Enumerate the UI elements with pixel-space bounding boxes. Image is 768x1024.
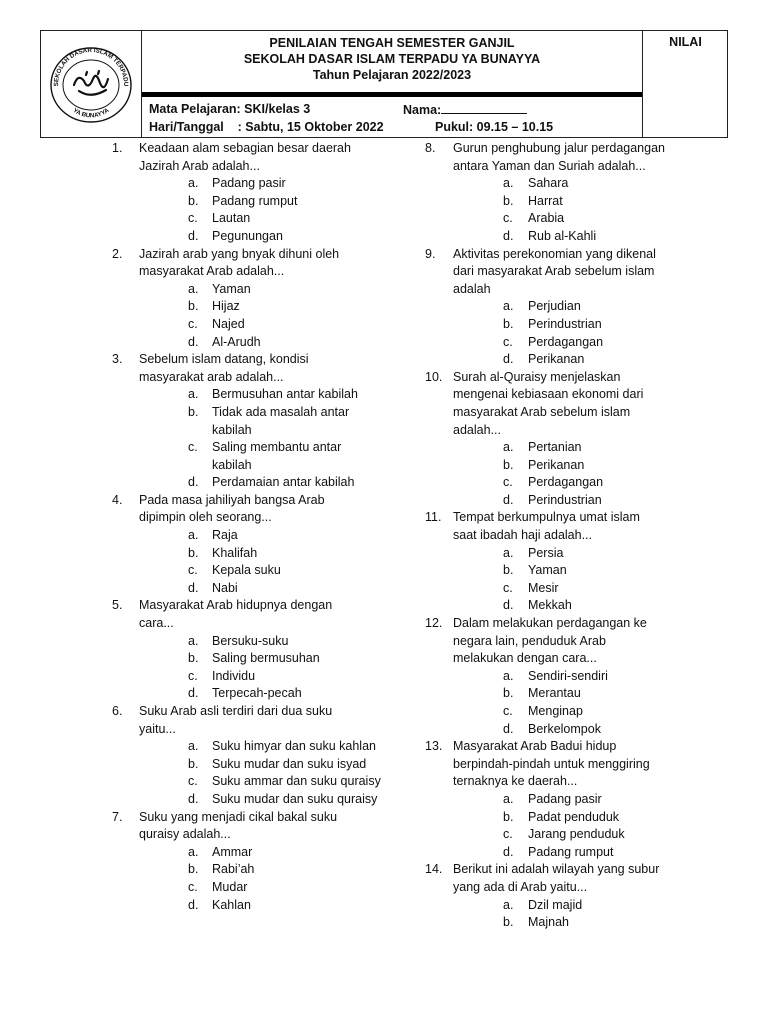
option-text: Perdamaian antar kabilah: [212, 475, 355, 490]
option-letter: d.: [503, 844, 514, 859]
option-letter: d.: [188, 580, 199, 595]
answer-option[interactable]: [139, 773, 402, 791]
option-text: Perdagangan: [528, 334, 604, 349]
answer-option[interactable]: [139, 879, 402, 897]
option-letter: a.: [503, 545, 514, 560]
question-item: [425, 861, 725, 931]
subject-field: Mata Pelajaran: SKI/kelas 3: [149, 102, 311, 116]
question-number: 3.: [112, 352, 123, 367]
question-number: 13.: [425, 739, 443, 754]
question-number: 1.: [112, 141, 123, 155]
answer-options: [139, 527, 402, 597]
option-letter: b.: [188, 299, 199, 314]
option-letter: a.: [188, 528, 199, 543]
option-text: Suku mudar dan suku isyad: [212, 756, 367, 771]
option-text: Saling bermusuhan: [212, 651, 320, 666]
question-item: [425, 246, 725, 369]
answer-options: [139, 633, 402, 703]
question-item: [112, 140, 402, 246]
question-text-line: Jazirah Arab adalah...: [139, 158, 260, 173]
answer-option[interactable]: [453, 228, 725, 246]
option-text: kabilah: [212, 422, 252, 437]
answer-option[interactable]: [453, 316, 725, 334]
question-item: [112, 351, 402, 492]
option-text: Padang rumput: [528, 844, 614, 859]
option-letter: a.: [503, 897, 514, 912]
question-text-line: berpindah-pindah untuk menggiring: [453, 756, 650, 771]
option-letter: a.: [503, 176, 514, 191]
option-text: Pertanian: [528, 440, 582, 455]
question-item: [112, 809, 402, 915]
answer-option[interactable]: [139, 386, 402, 404]
option-letter: d.: [503, 352, 514, 367]
answer-option[interactable]: [139, 298, 402, 316]
question-number: 5.: [112, 598, 123, 613]
logo-ring-text-bottom: YA BUNAYYA: [71, 107, 111, 120]
option-letter: a.: [188, 176, 199, 191]
option-text: Kahlan: [212, 897, 251, 912]
question-text-line: antara Yaman dan Suriah adalah...: [453, 158, 646, 173]
option-text: Menginap: [528, 704, 583, 718]
option-letter: d.: [188, 228, 199, 243]
question-text-line: adalah...: [453, 422, 501, 437]
option-text: Lautan: [212, 211, 251, 226]
answer-option[interactable]: [139, 738, 402, 756]
option-text: Suku himyar dan suku kahlan: [212, 739, 376, 754]
question-text-line: masyarakat Arab sebelum islam: [453, 404, 631, 419]
answer-option[interactable]: [139, 861, 402, 879]
option-text: Rub al-Kahli: [528, 228, 597, 243]
option-text: Individu: [212, 668, 256, 683]
answer-options: [453, 439, 725, 509]
option-letter: b.: [503, 809, 514, 824]
option-letter: a.: [503, 791, 514, 806]
option-letter: a.: [188, 281, 199, 296]
option-text: Nabi: [212, 580, 238, 595]
answer-option[interactable]: [453, 914, 725, 932]
question-item: [112, 492, 402, 598]
option-letter: a.: [503, 299, 514, 314]
school-logo-cell: [41, 31, 142, 137]
answer-option[interactable]: [139, 193, 402, 211]
question-text-line: Surah al-Quraisy menjelaskan: [453, 369, 621, 384]
title-line-1: PENILAIAN TENGAH SEMESTER GANJIL: [269, 36, 515, 50]
answer-option[interactable]: [453, 597, 725, 615]
question-text-line: melakukan dengan cara...: [453, 651, 597, 666]
question-text-line: cara...: [139, 616, 174, 631]
answer-option[interactable]: [453, 668, 725, 686]
answer-option[interactable]: [139, 439, 402, 474]
question-text-line: Sebelum islam datang, kondisi: [139, 352, 309, 367]
answer-option[interactable]: [139, 756, 402, 774]
option-text: Padat penduduk: [528, 809, 620, 824]
option-letter: b.: [503, 915, 514, 930]
option-text: Raja: [212, 528, 238, 543]
question-text-line: adalah: [453, 281, 491, 296]
answer-option[interactable]: [139, 633, 402, 651]
option-letter: d.: [188, 897, 199, 912]
option-text: kabilah: [212, 457, 252, 472]
answer-option[interactable]: [453, 457, 725, 475]
option-text: Bersuku-suku: [212, 633, 289, 648]
option-letter: c.: [503, 211, 513, 226]
option-letter: a.: [503, 440, 514, 455]
option-letter: d.: [503, 721, 514, 736]
answer-option[interactable]: [453, 210, 725, 228]
answer-option[interactable]: [139, 316, 402, 334]
answer-option[interactable]: [139, 668, 402, 686]
answer-option[interactable]: [453, 439, 725, 457]
answer-option[interactable]: [139, 210, 402, 228]
option-letter: b.: [503, 563, 514, 578]
answer-option[interactable]: [453, 685, 725, 703]
answer-option[interactable]: [453, 175, 725, 193]
question-text-line: Masyarakat Arab hidupnya dengan: [139, 598, 333, 613]
option-text: Perindustrian: [528, 316, 602, 331]
question-text-line: quraisy adalah...: [139, 827, 231, 842]
option-letter: c.: [188, 879, 198, 894]
title-line-3: Tahun Pelajaran 2022/2023: [312, 68, 472, 82]
option-letter: c.: [503, 475, 513, 490]
answer-option[interactable]: [453, 351, 725, 369]
answer-option[interactable]: [453, 844, 725, 862]
question-number: 9.: [425, 246, 436, 261]
answer-options: [453, 897, 725, 932]
option-text: Majnah: [528, 915, 569, 930]
question-text-line: saat ibadah haji adalah...: [453, 528, 592, 543]
option-text: Arabia: [528, 211, 565, 226]
answer-options: [453, 545, 725, 615]
option-letter: d.: [503, 492, 514, 507]
answer-option[interactable]: [453, 721, 725, 739]
question-text-line: negara lain, penduduk Arab: [453, 633, 606, 648]
question-number: 8.: [425, 141, 436, 155]
score-box[interactable]: [642, 31, 728, 137]
answer-option[interactable]: [453, 334, 725, 352]
option-letter: d.: [503, 228, 514, 243]
option-text: Khalifah: [212, 545, 258, 560]
option-text: Terpecah-pecah: [212, 686, 302, 701]
option-letter: b.: [503, 193, 514, 208]
question-item: [112, 597, 402, 703]
option-letter: c.: [188, 563, 198, 578]
question-column-right: [425, 140, 725, 932]
question-number: 10.: [425, 369, 443, 384]
option-text: Rabi’ah: [212, 862, 255, 877]
option-letter: b.: [503, 457, 514, 472]
name-blank-line[interactable]: [441, 101, 527, 114]
answer-option[interactable]: [139, 650, 402, 668]
answer-options: [139, 175, 402, 245]
question-text-line: Suku yang menjadi cikal bakal suku: [139, 809, 338, 824]
question-text-line: masyarakat arab adalah...: [139, 369, 284, 384]
question-text-line: masyarakat Arab adalah...: [139, 264, 285, 279]
question-text-line: Tempat berkumpulnya umat islam: [453, 510, 640, 525]
option-text: Mesir: [528, 580, 559, 595]
question-text-line: Pada masa jahiliyah bangsa Arab: [139, 492, 325, 507]
answer-option[interactable]: [139, 897, 402, 915]
score-label: NILAI: [669, 35, 702, 49]
option-letter: c.: [503, 580, 513, 595]
answer-option[interactable]: [453, 809, 725, 827]
option-letter: b.: [188, 862, 199, 877]
option-text: Al-Arudh: [212, 334, 261, 349]
option-letter: c.: [188, 211, 198, 226]
answer-option[interactable]: [139, 228, 402, 246]
answer-option[interactable]: [139, 281, 402, 299]
answer-options: [453, 791, 725, 861]
school-logo: [46, 45, 136, 125]
option-text: Merantau: [528, 686, 581, 701]
option-text: Sahara: [528, 176, 569, 191]
option-text: Sendiri-sendiri: [528, 668, 608, 683]
question-number: 11.: [425, 510, 442, 525]
answer-option[interactable]: [453, 474, 725, 492]
title-line-2: SEKOLAH DASAR ISLAM TERPADU YA BUNAYYA: [243, 52, 541, 66]
question-item: [112, 246, 402, 352]
answer-option[interactable]: [139, 562, 402, 580]
question-text-line: Gurun penghubung jalur perdagangan: [453, 141, 665, 155]
option-text: Perdagangan: [528, 475, 604, 490]
option-letter: b.: [188, 545, 199, 560]
option-letter: b.: [188, 651, 199, 666]
option-text: Suku ammar dan suku quraisy: [212, 774, 381, 789]
question-text-line: dari masyarakat Arab sebelum islam: [453, 264, 655, 279]
question-number: 2.: [112, 246, 123, 261]
svg-text:YA BUNAYYA: [72, 107, 111, 120]
option-letter: d.: [188, 791, 199, 806]
option-letter: b.: [503, 686, 514, 701]
option-text: Perjudian: [528, 299, 581, 314]
question-number: 12.: [425, 616, 443, 631]
answer-options: [139, 281, 402, 351]
question-number: 4.: [112, 492, 123, 507]
option-text: Padang rumput: [212, 193, 298, 208]
option-letter: a.: [188, 739, 199, 754]
question-number: 7.: [112, 809, 123, 824]
time-field: Pukul: 09.15 – 10.15: [435, 120, 554, 134]
option-letter: a.: [188, 387, 199, 402]
question-text-line: mengenai kebiasaan ekonomi dari: [453, 387, 644, 402]
answer-option[interactable]: [453, 791, 725, 809]
option-text: Jarang penduduk: [528, 827, 625, 842]
question-text-line: ternaknya ke daerah...: [453, 774, 578, 789]
question-column-left: [112, 140, 402, 914]
option-text: Hijaz: [212, 299, 240, 314]
question-text-line: Jazirah arab yang bnyak dihuni oleh: [139, 246, 340, 261]
student-name-field[interactable]: [403, 101, 527, 118]
option-text: Kepala suku: [212, 563, 281, 578]
question-item: [425, 140, 725, 246]
question-text-line: Berikut ini adalah wilayah yang subur: [453, 862, 660, 877]
answer-option[interactable]: [453, 897, 725, 915]
answer-option[interactable]: [139, 404, 402, 439]
option-letter: b.: [188, 193, 199, 208]
option-text: Perikanan: [528, 457, 585, 472]
question-text-line: dipimpin oleh seorang...: [139, 510, 272, 525]
option-letter: b.: [188, 404, 199, 419]
option-text: Persia: [528, 545, 564, 560]
question-item: [425, 509, 725, 615]
question-number: 6.: [112, 704, 123, 718]
answer-option[interactable]: [453, 580, 725, 598]
question-item: [112, 703, 402, 809]
option-text: Berkelompok: [528, 721, 601, 736]
answer-option[interactable]: [453, 562, 725, 580]
option-text: Ammar: [212, 844, 253, 859]
question-text-line: Dalam melakukan perdagangan ke: [453, 616, 647, 631]
option-letter: d.: [503, 598, 514, 613]
option-text: Saling membantu antar: [212, 440, 342, 455]
answer-options: [139, 844, 402, 914]
answer-option[interactable]: [453, 826, 725, 844]
option-letter: c.: [503, 704, 513, 718]
option-text: Tidak ada masalah antar: [212, 404, 350, 419]
answer-option[interactable]: [139, 334, 402, 352]
question-item: [425, 369, 725, 510]
answer-options: [139, 738, 402, 808]
option-letter: c.: [503, 334, 513, 349]
question-item: [425, 615, 725, 738]
answer-option[interactable]: [453, 545, 725, 563]
option-text: Yaman: [212, 281, 251, 296]
option-letter: a.: [503, 668, 514, 683]
option-text: Dzil majid: [528, 897, 583, 912]
logo-ring-text-top: SEKOLAH DASAR ISLAM TERPADU: [52, 46, 130, 87]
option-text: Pegunungan: [212, 228, 283, 243]
option-text: Padang pasir: [212, 176, 286, 191]
option-text: Perindustrian: [528, 492, 602, 507]
question-text-line: Keadaan alam sebagian besar daerah: [139, 141, 351, 155]
question-text-line: Aktivitas perekonomian yang dikenal: [453, 246, 656, 261]
answer-option[interactable]: [139, 685, 402, 703]
name-label: Nama:: [403, 103, 442, 117]
answer-option[interactable]: [139, 791, 402, 809]
option-text: Harrat: [528, 193, 563, 208]
option-letter: a.: [188, 844, 199, 859]
option-letter: d.: [188, 334, 199, 349]
arabic-calligraphy-icon: [74, 71, 108, 95]
answer-option[interactable]: [453, 193, 725, 211]
option-letter: b.: [188, 756, 199, 771]
option-letter: a.: [188, 633, 199, 648]
exam-title: [142, 31, 642, 93]
answer-options: [453, 175, 725, 245]
header-divider: [142, 92, 642, 97]
answer-option[interactable]: [139, 545, 402, 563]
option-text: Suku mudar dan suku quraisy: [212, 791, 378, 806]
option-letter: d.: [188, 686, 199, 701]
option-letter: c.: [188, 316, 198, 331]
question-text-line: Masyarakat Arab Badui hidup: [453, 739, 617, 754]
answer-option[interactable]: [139, 175, 402, 193]
answer-options: [139, 386, 402, 492]
question-number: 14.: [425, 862, 443, 877]
option-text: Mudar: [212, 879, 248, 894]
answer-option[interactable]: [139, 580, 402, 598]
option-letter: c.: [188, 440, 198, 455]
option-letter: c.: [188, 774, 198, 789]
answer-options: [453, 298, 725, 368]
question-text-line: yaitu...: [139, 721, 176, 736]
option-letter: d.: [188, 475, 199, 490]
option-text: Mekkah: [528, 598, 572, 613]
option-letter: b.: [503, 316, 514, 331]
answer-option[interactable]: [139, 844, 402, 862]
question-text-line: yang ada di Arab yaitu...: [453, 879, 588, 894]
exam-header: [40, 30, 728, 138]
answer-option[interactable]: [139, 527, 402, 545]
option-text: Yaman: [528, 563, 567, 578]
question-text-line: Suku Arab asli terdiri dari dua suku: [139, 704, 333, 718]
option-letter: c.: [188, 668, 198, 683]
answer-option[interactable]: [453, 492, 725, 510]
answer-options: [453, 668, 725, 738]
option-letter: c.: [503, 827, 513, 842]
option-text: Perikanan: [528, 352, 585, 367]
date-field: Hari/Tanggal : Sabtu, 15 Oktober 2022: [149, 120, 384, 134]
option-text: Najed: [212, 316, 245, 331]
answer-option[interactable]: [453, 298, 725, 316]
answer-option[interactable]: [139, 474, 402, 492]
question-item: [425, 738, 725, 861]
answer-option[interactable]: [453, 703, 725, 721]
option-text: Padang pasir: [528, 791, 602, 806]
option-text: Bermusuhan antar kabilah: [212, 387, 358, 402]
